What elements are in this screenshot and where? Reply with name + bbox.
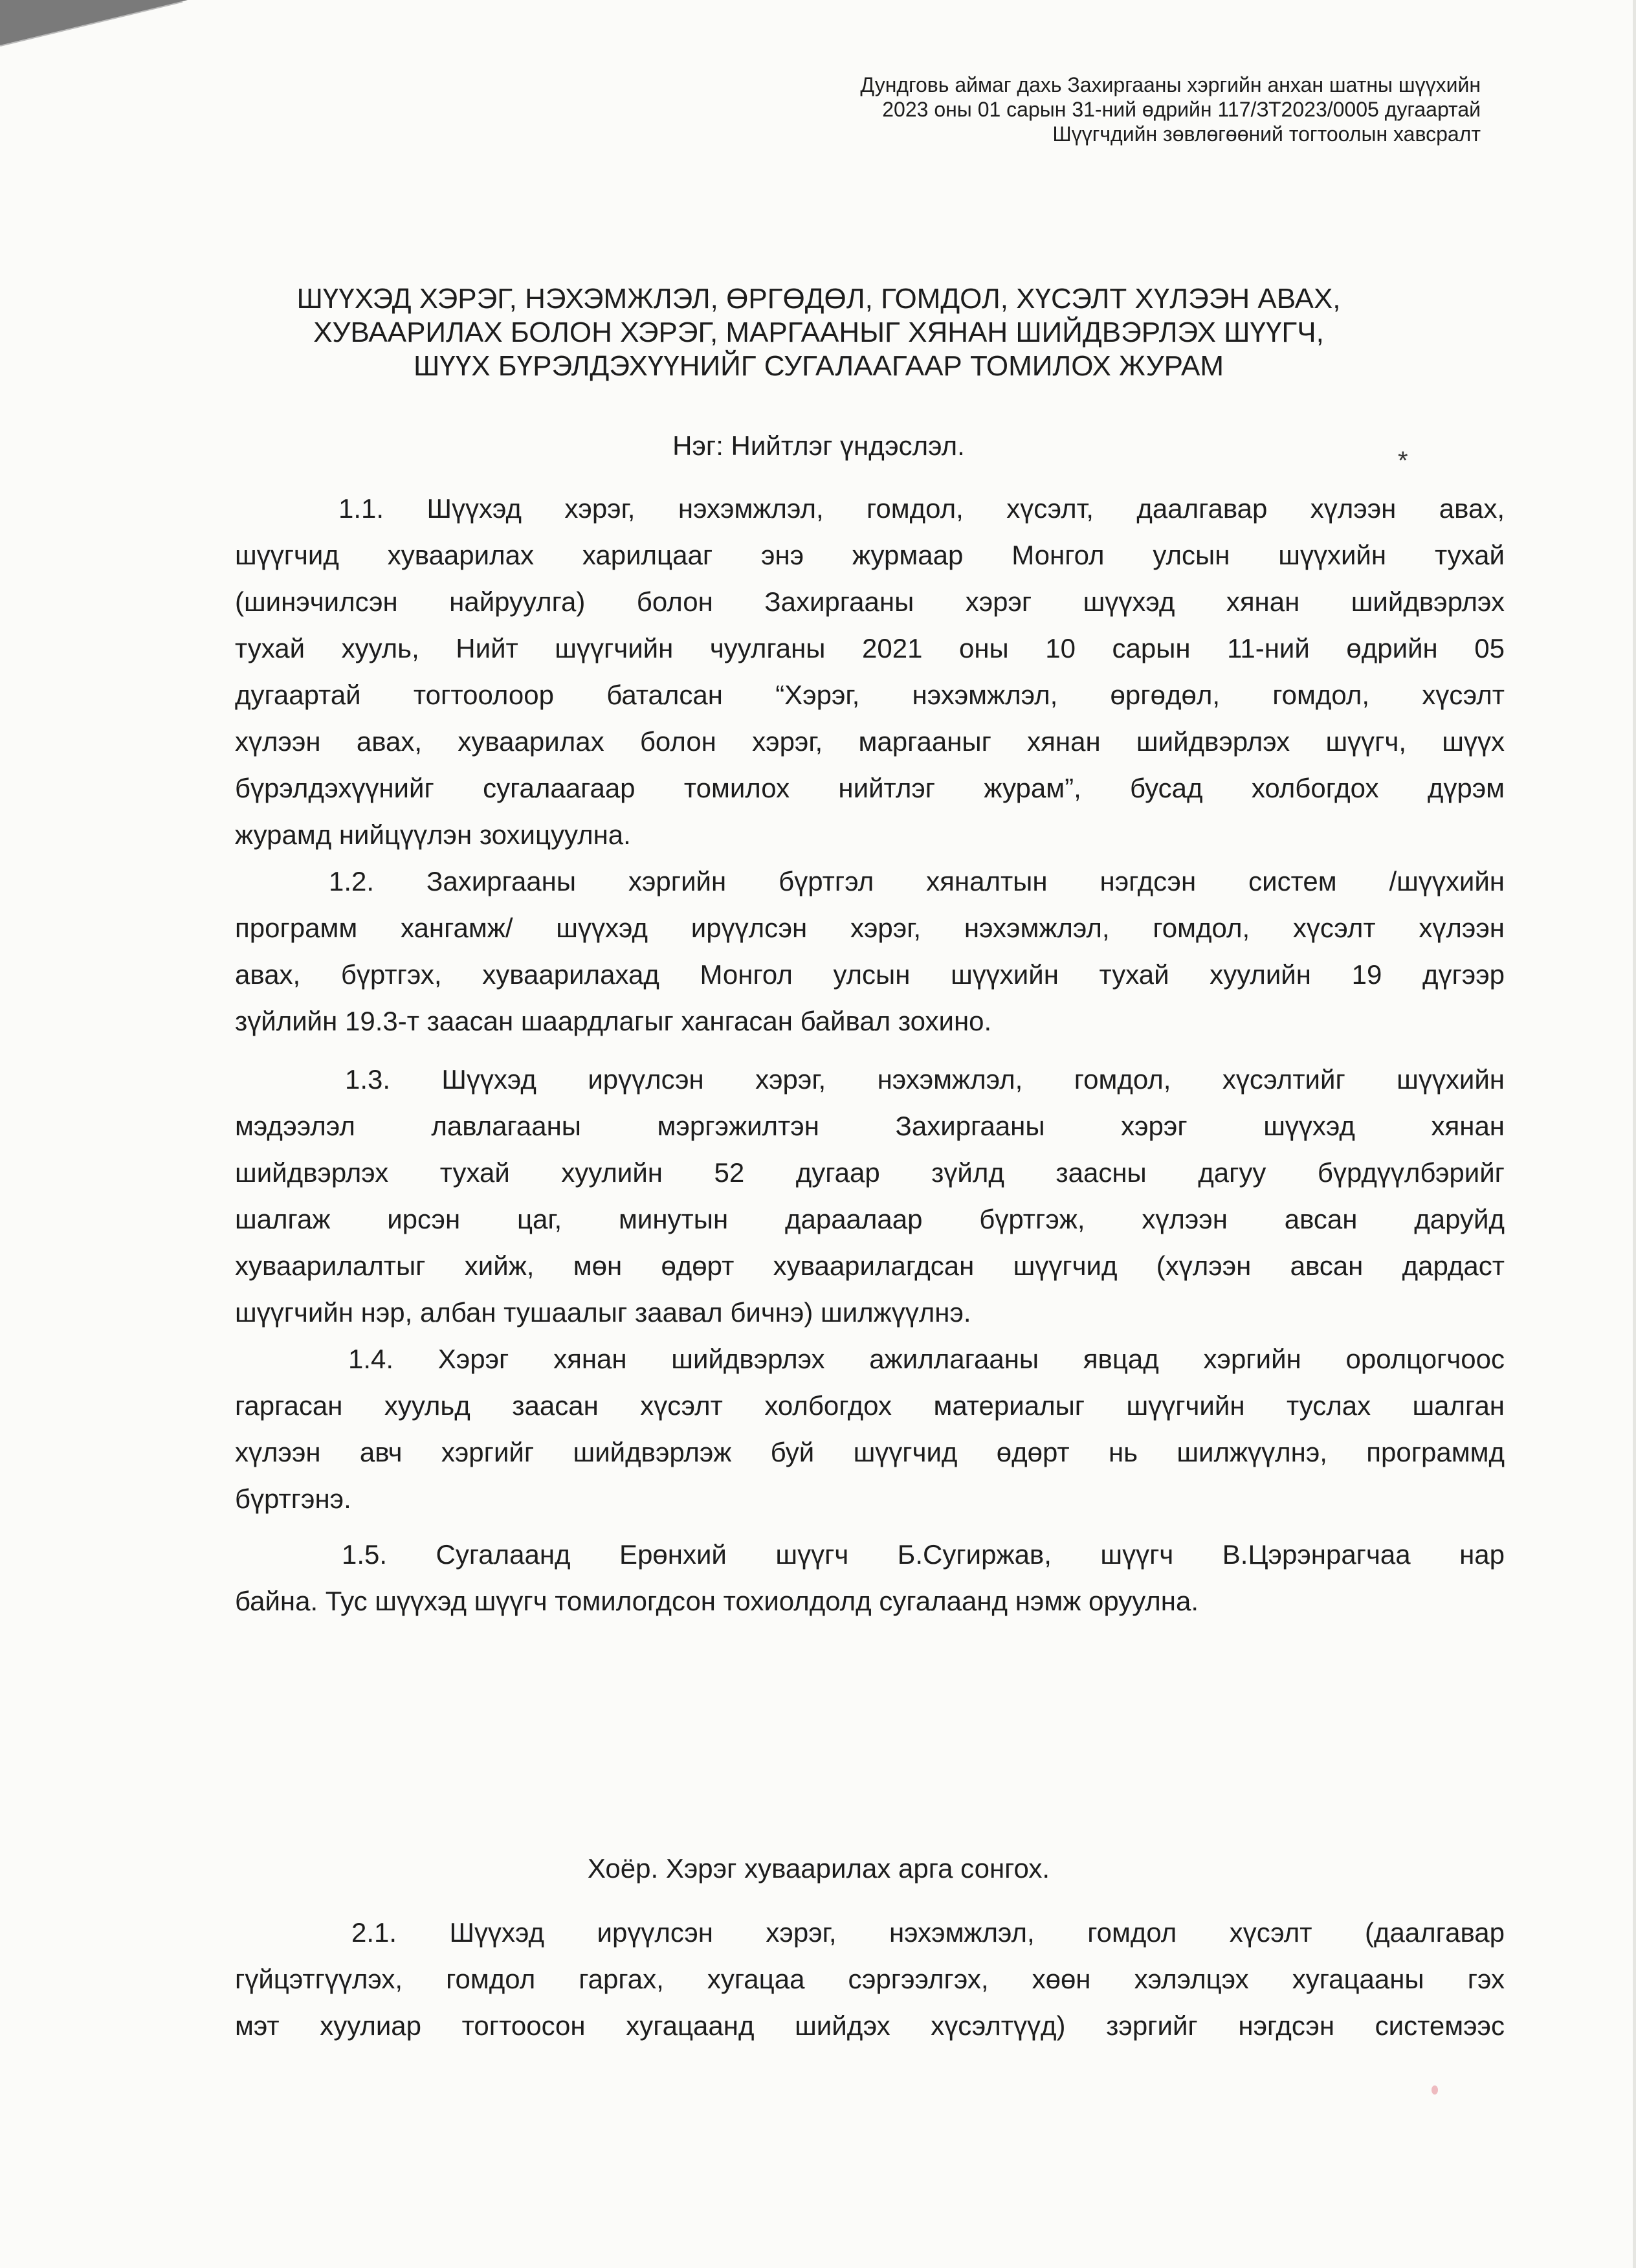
- paragraph-line: 1.3. Шүүхэд ирүүлсэн хэрэг, нэхэмжлэл, гомдол, хүсэлтийг шүүхийн: [345, 1064, 1505, 1095]
- paragraph-line: шүүгчийн нэр, албан тушаалыг заавал бичнэ) шилжүүлнэ.: [235, 1297, 971, 1328]
- title-line: ШҮҮХЭД ХЭРЭГ, НЭХЭМЖЛЭЛ, ӨРГӨДӨЛ, ГОМДОЛ, ХҮСЭЛТ ХҮЛЭЭН АВАХ,: [296, 283, 1341, 315]
- paragraph-line: шүүгчид хуваарилах харилцааг энэ журмаар Монгол улсын шүүхийн тухай: [235, 540, 1505, 570]
- attachment-note-line: Шүүгчдийн зөвлөгөөний тогтоолын хавсралт: [1052, 122, 1481, 146]
- attachment-note-line: 2023 оны 01 сарын 31-ний өдрийн 117/ЗТ2023/0005 дугаартай: [882, 98, 1481, 121]
- paragraph-line: хүлээн авч хэргийг шийдвэрлэж буй шүүгчид өдөрт нь шилжүүлнэ, программд: [235, 1437, 1505, 1467]
- paragraph-line: авах, бүртгэх, хуваарилахад Монгол улсын шүүхийн тухай хуулийн 19 дүгээр: [235, 959, 1505, 990]
- paragraph-line: 1.1. Шүүхэд хэрэг, нэхэмжлэл, гомдол, хүсэлт, даалгавар хүлээн авах,: [338, 493, 1505, 524]
- paragraph-line: программ хангамж/ шүүхэд ирүүлсэн хэрэг, нэхэмжлэл, гомдол, хүсэлт хүлээн: [235, 913, 1505, 943]
- paragraph-line: бүртгэнэ.: [235, 1484, 351, 1514]
- ink-speck: [1432, 2085, 1438, 2095]
- paragraph-line: тухай хууль, Нийт шүүгчийн чуулганы 2021 оны 10 сарын 11-ний өдрийн 05: [235, 633, 1505, 663]
- paragraph-line: шалгаж ирсэн цаг, минутын дараалаар бүртгэж, хүлээн авсан даруйд: [235, 1204, 1505, 1234]
- section-2-body: [235, 1909, 1505, 2049]
- paragraph-line: гаргасан хуульд заасан хүсэлт холбогдох материалыг шүүгчийн туслах шалган: [235, 1390, 1505, 1421]
- paragraph-line: 1.5. Сугалаанд Ерөнхий шүүгч Б.Сугиржав, шүүгч В.Цэрэнрагчаа нар: [342, 1539, 1505, 1570]
- paragraph-line: хуваарилалтыг хийж, мөн өдөрт хуваарилагдсан шүүгчид (хүлээн авсан дардаст: [235, 1251, 1505, 1281]
- paragraph-line: зүйлийн 19.3-т заасан шаардлагыг хангасан байвал зохино.: [235, 1006, 992, 1036]
- paragraph-line: гүйцэтгүүлэх, гомдол гаргах, хугацаа сэргээлгэх, хөөн хэлэлцэх хугацааны гэх: [235, 1964, 1505, 1994]
- paragraph-line: шийдвэрлэх тухай хуулийн 52 дугаар зүйлд заасны дагуу бүрдүүлбэрийг: [235, 1157, 1505, 1188]
- paragraph-line: 1.4. Хэрэг хянан шийдвэрлэх ажиллагааны явцад хэргийн оролцогчоос: [348, 1344, 1505, 1374]
- paragraph-line: хүлээн авах, хуваарилах болон хэрэг, маргааныг хянан шийдвэрлэх шүүгч, шүүх: [235, 726, 1505, 757]
- star-mark: *: [1398, 447, 1408, 475]
- paragraph-line: (шинэчилсэн найруулга) болон Захиргааны хэрэг шүүхэд хянан шийдвэрлэх: [235, 586, 1505, 617]
- title-line: ХУВААРИЛАХ БОЛОН ХЭРЭГ, МАРГААНЫГ ХЯНАН ШИЙДВЭРЛЭХ ШҮҮГЧ,: [313, 317, 1324, 348]
- paragraph-line: 2.1. Шүүхэд ирүүлсэн хэрэг, нэхэмжлэл, гомдол хүсэлт (даалгавар: [351, 1917, 1505, 1948]
- section-1-body: [235, 485, 1505, 1625]
- section-1-heading: Нэг: Нийтлэг үндэслэл.: [672, 430, 965, 461]
- section-2-heading: Хоёр. Хэрэг хуваарилах арга сонгох.: [587, 1853, 1050, 1884]
- document-title: [162, 282, 1476, 383]
- paragraph-line: журамд нийцүүлэн зохицуулна.: [235, 819, 631, 850]
- paragraph-line: байна. Тус шүүхэд шүүгч томилогдсон тохиолдолд сугалаанд нэмж оруулна.: [235, 1586, 1199, 1616]
- paragraph-line: бүрэлдэхүүнийг сугалаагаар томилох нийтлэг журам”, бусад холбогдох дүрэм: [235, 773, 1505, 803]
- attachment-note-line: Дундговь аймаг дахь Захиргааны хэргийн анхан шатны шүүхийн: [860, 73, 1481, 96]
- paragraph-line: 1.2. Захиргааны хэргийн бүртгэл хяналтын нэгдсэн систем /шүүхийн: [329, 866, 1505, 896]
- paragraph-line: дугаартай тогтоолоор баталсан “Хэрэг, нэхэмжлэл, өргөдөл, гомдол, хүсэлт: [235, 680, 1505, 710]
- attachment-note: [744, 72, 1481, 146]
- paragraph-line: мэт хуулиар тогтоосон хугацаанд шийдэх хүсэлтүүд) зэргийг нэгдсэн системээс: [235, 2010, 1505, 2041]
- paragraph-line: мэдээлэл лавлагааны мэргэжилтэн Захиргааны хэрэг шүүхэд хянан: [235, 1111, 1505, 1141]
- page-edge: [1633, 0, 1636, 2268]
- title-line: ШҮҮХ БҮРЭЛДЭХҮҮНИЙГ СУГАЛААГААР ТОМИЛОХ ЖУРАМ: [413, 350, 1224, 382]
